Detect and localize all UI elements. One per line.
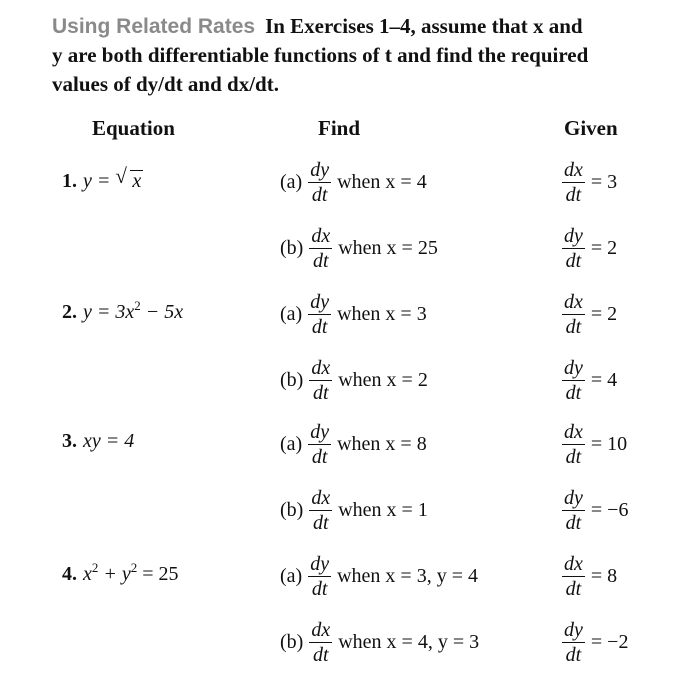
exercise-4a-find [280, 554, 478, 599]
derivative-fraction [308, 160, 331, 205]
part-label: (b) [280, 369, 304, 391]
radical-sign-icon: √ [115, 164, 127, 188]
fraction-numerator: dy [310, 159, 330, 181]
fraction-denominator: dt [565, 644, 582, 666]
column-header-given: Given [564, 116, 618, 140]
exercise-number: 3. [62, 430, 77, 452]
exercise-4b-find [280, 620, 479, 665]
given-value: = 8 [590, 565, 618, 587]
fraction-numerator: dy [310, 291, 330, 313]
condition: when x = 25 [338, 237, 438, 259]
fraction-numerator: dx [311, 357, 331, 379]
part-label: (a) [280, 565, 303, 587]
fraction-numerator: dx [564, 291, 583, 313]
exercise-number: 1. [62, 170, 77, 192]
fraction-denominator: dt [311, 184, 328, 206]
exercise-2b-find [280, 358, 428, 403]
column-header-equation: Equation [92, 116, 175, 140]
exercise-4-equation [62, 560, 179, 586]
derivative-fraction [309, 226, 332, 271]
section-heading: Using Related Rates [52, 15, 256, 38]
fraction-numerator: dy [564, 357, 583, 379]
fraction-numerator: dy [564, 225, 583, 247]
condition: when x = 4 [337, 171, 427, 193]
part-label: (b) [280, 631, 304, 653]
fraction-denominator: dt [565, 184, 582, 206]
equation-rest: − 5x [140, 301, 184, 323]
intro-line-1 [52, 12, 662, 41]
given-value: = 2 [590, 237, 618, 259]
equation-rhs: = 25 [137, 563, 179, 585]
exercise-1a-find [280, 160, 427, 205]
derivative-fraction [308, 292, 331, 337]
exercise-number: 4. [62, 563, 77, 585]
exercise-number: 2. [62, 301, 77, 323]
derivative-fraction [562, 422, 585, 467]
fraction-numerator: dx [311, 619, 331, 641]
fraction-denominator: dt [565, 382, 582, 404]
derivative-fraction [562, 620, 585, 665]
exercise-4a-given [562, 554, 617, 599]
condition: when x = 2 [338, 369, 428, 391]
fraction-denominator: dt [565, 316, 582, 338]
fraction-numerator: dx [564, 421, 583, 443]
exponent: 2 [130, 560, 138, 575]
condition: when x = 4, y = 3 [338, 631, 480, 653]
exercise-3b-given [562, 488, 628, 533]
intro-text-2: y are both differentiable functions of t and find the required [52, 43, 589, 67]
equation-lhs: xy = 4 [83, 430, 135, 452]
derivative-fraction [309, 620, 332, 665]
exponent: 2 [91, 560, 99, 575]
fraction-denominator: dt [311, 578, 328, 600]
exponent: 2 [134, 298, 141, 313]
exercise-1-equation [62, 164, 143, 193]
derivative-fraction [562, 358, 585, 403]
exercise-3b-find [280, 488, 428, 533]
derivative-fraction [308, 422, 331, 467]
equation-mid: + y [98, 563, 131, 585]
exercise-3-equation [62, 430, 134, 453]
intro-paragraph [52, 12, 662, 99]
exercise-2a-find [280, 292, 427, 337]
fraction-denominator: dt [565, 446, 582, 468]
fraction-denominator: dt [312, 512, 329, 534]
equation-lhs: y = [83, 170, 116, 192]
equation-lhs: y = 3x [83, 301, 135, 323]
given-value: = 4 [590, 369, 618, 391]
fraction-denominator: dt [565, 250, 582, 272]
fraction-denominator: dt [312, 250, 329, 272]
square-root [115, 164, 143, 193]
fraction-numerator: dx [564, 553, 583, 575]
fraction-denominator: dt [565, 512, 582, 534]
derivative-fraction [562, 488, 585, 533]
exercise-2a-given [562, 292, 617, 337]
fraction-numerator: dx [564, 159, 583, 181]
given-value: = 3 [590, 171, 618, 193]
part-label: (a) [280, 433, 303, 455]
exercise-3a-given [562, 422, 627, 467]
derivative-fraction [309, 358, 332, 403]
derivative-fraction [562, 292, 585, 337]
derivative-fraction [308, 554, 331, 599]
derivative-fraction [562, 160, 585, 205]
part-label: (b) [280, 237, 304, 259]
exercise-1b-find [280, 226, 438, 271]
fraction-numerator: dx [311, 487, 331, 509]
fraction-denominator: dt [311, 316, 328, 338]
fraction-denominator: dt [312, 644, 329, 666]
intro-text-1: In Exercises 1–4, assume that x and [265, 14, 583, 38]
condition: when x = 8 [337, 433, 427, 455]
given-value: = 10 [590, 433, 628, 455]
exercise-1a-given [562, 160, 617, 205]
radicand: x [132, 170, 142, 192]
fraction-denominator: dt [312, 382, 329, 404]
fraction-numerator: dx [311, 225, 331, 247]
exercise-2b-given [562, 358, 617, 403]
exercise-1b-given [562, 226, 617, 271]
given-value: = −6 [590, 499, 629, 521]
fraction-numerator: dy [564, 487, 583, 509]
part-label: (a) [280, 171, 303, 193]
condition: when x = 3 [337, 303, 427, 325]
part-label: (b) [280, 499, 304, 521]
fraction-numerator: dy [310, 421, 330, 443]
fraction-denominator: dt [565, 578, 582, 600]
condition: when x = 3, y = 4 [337, 565, 478, 587]
exercise-4b-given [562, 620, 628, 665]
equation-lhs: x [83, 563, 92, 585]
given-value: = 2 [590, 303, 618, 325]
fraction-numerator: dy [310, 553, 330, 575]
column-header-find: Find [318, 116, 361, 140]
part-label: (a) [280, 303, 303, 325]
derivative-fraction [562, 226, 585, 271]
condition: when x = 1 [338, 499, 428, 521]
derivative-fraction [562, 554, 585, 599]
given-value: = −2 [590, 631, 629, 653]
intro-text-3: values of dy/dt and dx/dt. [52, 72, 279, 96]
fraction-denominator: dt [311, 446, 328, 468]
derivative-fraction [309, 488, 332, 533]
fraction-numerator: dy [564, 619, 583, 641]
exercise-2-equation [62, 298, 184, 324]
exercise-3a-find [280, 422, 427, 467]
